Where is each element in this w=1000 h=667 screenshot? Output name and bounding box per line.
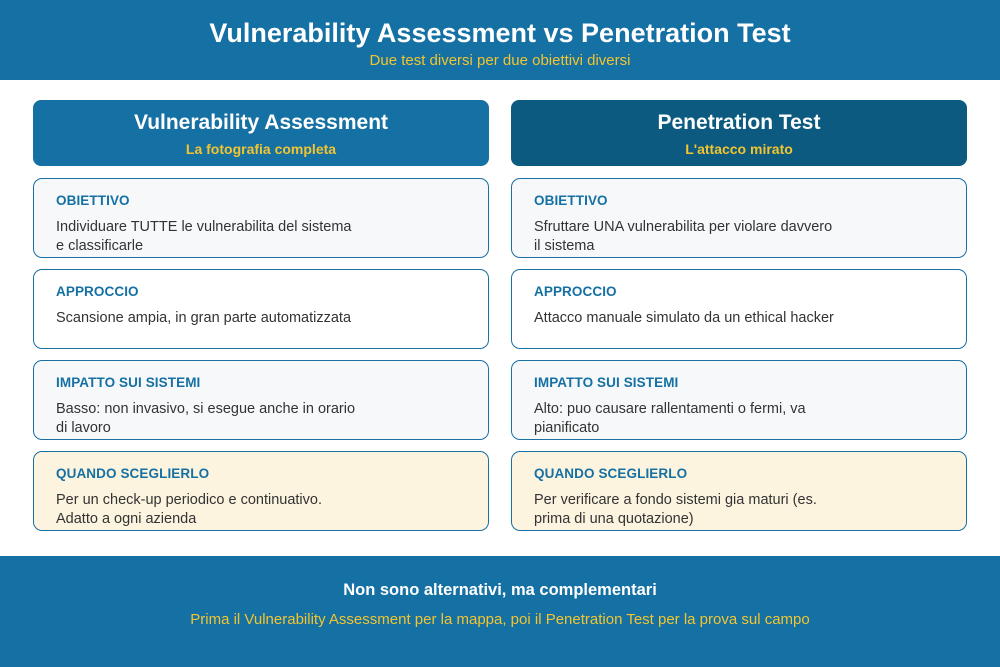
column-subtitle: La fotografia completa [185, 141, 337, 157]
card-when-to-choose [511, 451, 967, 531]
card-label: OBIETTIVO [534, 193, 608, 208]
card-label: IMPATTO SUI SISTEMI [534, 375, 679, 390]
column-title: Vulnerability Assessment [133, 111, 389, 134]
column-subtitle: L'attacco mirato [685, 141, 793, 157]
column-header [511, 100, 967, 166]
column-header [33, 100, 489, 166]
card-text: Alto: puo causare rallentamenti o fermi, va pianificato [534, 401, 806, 436]
column-title: Penetration Test [657, 111, 821, 134]
card-objective [511, 178, 967, 258]
footer-title: Non sono alternativi, ma complementari [343, 581, 657, 599]
card-text: Scansione ampia, in gran parte automatizzata [56, 310, 352, 326]
page-title: Vulnerability Assessment vs Penetration Test [209, 18, 791, 48]
column-vulnerability-assessment [33, 100, 489, 527]
card-text: Basso: non invasivo, si esegue anche in orario di lavoro [56, 401, 356, 436]
card-text: Per verificare a fondo sistemi gia maturi (es. prima di una quotazione) [534, 492, 817, 527]
card-text: Per un check-up periodico e continuativo. Adatto a ogni azienda [56, 492, 322, 527]
card-text: Attacco manuale simulato da un ethical hacker [534, 310, 834, 326]
page-subtitle: Due test diversi per due obiettivi diversi [369, 52, 631, 69]
card-label: APPROCCIO [56, 284, 139, 299]
card-label: OBIETTIVO [56, 193, 130, 208]
card-approach [511, 269, 967, 349]
card-impact [33, 360, 489, 440]
footer-banner [0, 556, 1000, 667]
card-label: APPROCCIO [534, 284, 617, 299]
footer-subtitle: Prima il Vulnerability Assessment per la mappa, poi il Penetration Test per la prova sul campo [190, 611, 810, 628]
card-when-to-choose [33, 451, 489, 531]
card-label: QUANDO SCEGLIERLO [56, 466, 210, 481]
card-label: QUANDO SCEGLIERLO [534, 466, 688, 481]
card-label: IMPATTO SUI SISTEMI [56, 375, 201, 390]
card-impact [511, 360, 967, 440]
card-objective [33, 178, 489, 258]
card-approach [33, 269, 489, 349]
card-text: Sfruttare UNA vulnerabilita per violare davvero il sistema [534, 219, 833, 254]
column-penetration-test [511, 100, 967, 527]
card-text: Individuare TUTTE le vulnerabilita del sistema e classificarle [56, 219, 352, 254]
header-banner [0, 0, 1000, 80]
